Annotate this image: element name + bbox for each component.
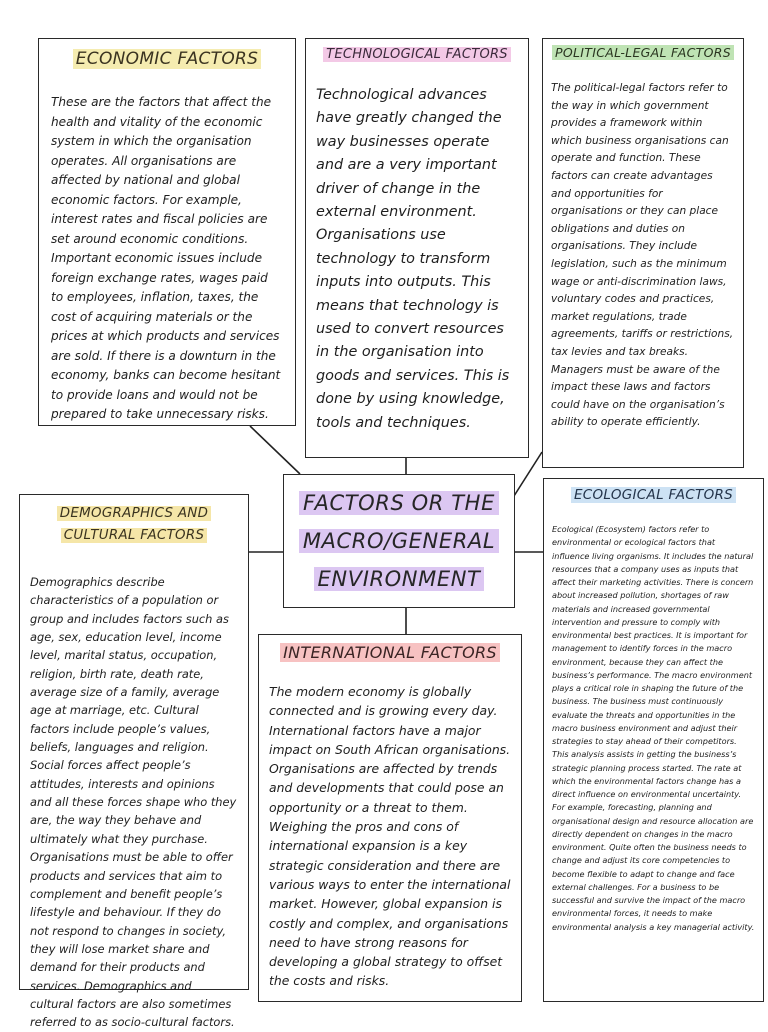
international-factors-box (258, 634, 522, 1002)
technological-factors-box (305, 38, 529, 458)
technological-heading-highlight: TECHNOLOGICAL FACTORS (323, 47, 511, 62)
technological-factors-heading (316, 47, 518, 62)
international-factors-heading (269, 643, 511, 662)
demographics-heading-line-1: DEMOGRAPHICS AND (57, 506, 211, 521)
political-legal-factors-text: The political-legal factors refer to the way in which government provides a framework within which business organisations can operate and function. These factors can create advantages and opportunities for organisations or they can place obligations and duties on organisations. They include legislation, such as the minimum wage or anti-discrimination laws, voluntary codes and practices, market regulations, trade agreements, tariffs or restrictions, tax levies and tax breaks. Managers must be aware of the impact these laws and factors could have on the organisation’s ability to operate efficiently. (551, 82, 734, 429)
international-heading-highlight: INTERNATIONAL FACTORS (280, 643, 500, 662)
demographics-cultural-factors-box (19, 494, 249, 1030)
ecological-factors-box (543, 478, 764, 1002)
technological-factors-text: Technological advances have greatly changed the way businesses operate and are a very important driver of change in the external environment. Organisations use technology to transform inputs into outputs. This means that technology is used to convert resources in the organisation into goods and services. This is done by using knowledge, tools and techniques. (316, 87, 510, 431)
demographics-cultural-factors-text: Demographics describe characteristics of a population or group and includes factors such as age, sex, education level, income level, marital status, occupation, religion, birth rate, death rate, average size of a family, average age at marriage, etc. Cultural factors include people’s values, beliefs, languages and religion. Social forces affect people’s attitudes, interests and opinions and all these forces shape who they are, the way they behave and ultimately what they purchase. Organisations must be able to offer products and services that aim to complement and benefit people’s lifestyle and behaviour. If they do not respond to changes in society, they will lose market share and demand for their products and services. Demographics and cultural factors are also sometimes referred to as socio-cultural factors. (30, 575, 237, 1030)
demographics-cultural-factors-heading (30, 503, 238, 547)
ecological-factors-heading (552, 487, 755, 503)
economic-factors-box (38, 38, 296, 426)
central-topic-box (283, 474, 515, 608)
central-title-line-1: FACTORS OR THE (299, 484, 499, 522)
demographics-heading-line-2: CULTURAL FACTORS (61, 528, 208, 543)
economic-factors-text: These are the factors that affect the health and vitality of the economic system in which the organisation operates. All organisations are affected by national and global economic factors. For example, interest rates and fiscal policies are set around economic conditions. Important economic issues include foreign exchange rates, wages paid to employees, inflation, taxes, the cost of acquiring materials or the prices at which products and services are sold. If there is a downturn in the economy, banks can become hesitant to provide loans and would not be prepared to take unnecessary risks. (51, 95, 281, 421)
link-economic (250, 426, 300, 474)
ecological-heading-highlight: ECOLOGICAL FACTORS (571, 487, 736, 503)
political-legal-factors-box (542, 38, 744, 468)
political-legal-factors-heading (551, 45, 735, 60)
link-political (514, 452, 542, 496)
international-factors-text: The modern economy is globally connected and is growing every day. International factors have a major impact on South African organisations. Organisations are affected by trends and developments that could pose an opportunity or a threat to them. Weighing the pros and cons of international expansion is a key strategic consideration and there are various ways to enter the international market. However, global expansion is costly and complex, and organisations need to have strong reasons for developing a global strategy to offset the costs and risks. (269, 684, 511, 989)
political-heading-highlight: POLITICAL-LEGAL FACTORS (552, 45, 734, 60)
economic-factors-heading (51, 49, 283, 69)
central-title-line-2: MACRO/GENERAL (299, 522, 499, 560)
central-title-line-3: ENVIRONMENT (314, 560, 485, 598)
ecological-factors-text: Ecological (Ecosystem) factors refer to environmental or ecological factors that influence living organisms. It includes the natural resources that a company uses as inputs that affect their marketing activities. There is concern about increased pollution, shortages of raw materials and increased governmental intervention and pressure to comply with environmental best practices. It is important for management to identify forces in the macro environment, because they can affect the business’s performance. The macro environment plays a critical role in shaping the future of the business. The business must continuously evaluate the threats and opportunities in the macro business environment and adjust their strategies to stay ahead of their competitors. This analysis assists in getting the business’s strategic planning process started. The rate at which the environmental factors change has a direct influence on environmental uncertainty. For example, forecasting, planning and organisational design and resource allocation are directly dependent on changes in the macro environment. Quite often the business needs to change and adjust its core competencies to become flexible to adapt to change and face external challenges. For a business to be successful and survive the impact of the macro environmental forces, it needs to make environmental analysis a key managerial activity. (552, 524, 755, 932)
economic-heading-highlight: ECONOMIC FACTORS (73, 49, 262, 69)
